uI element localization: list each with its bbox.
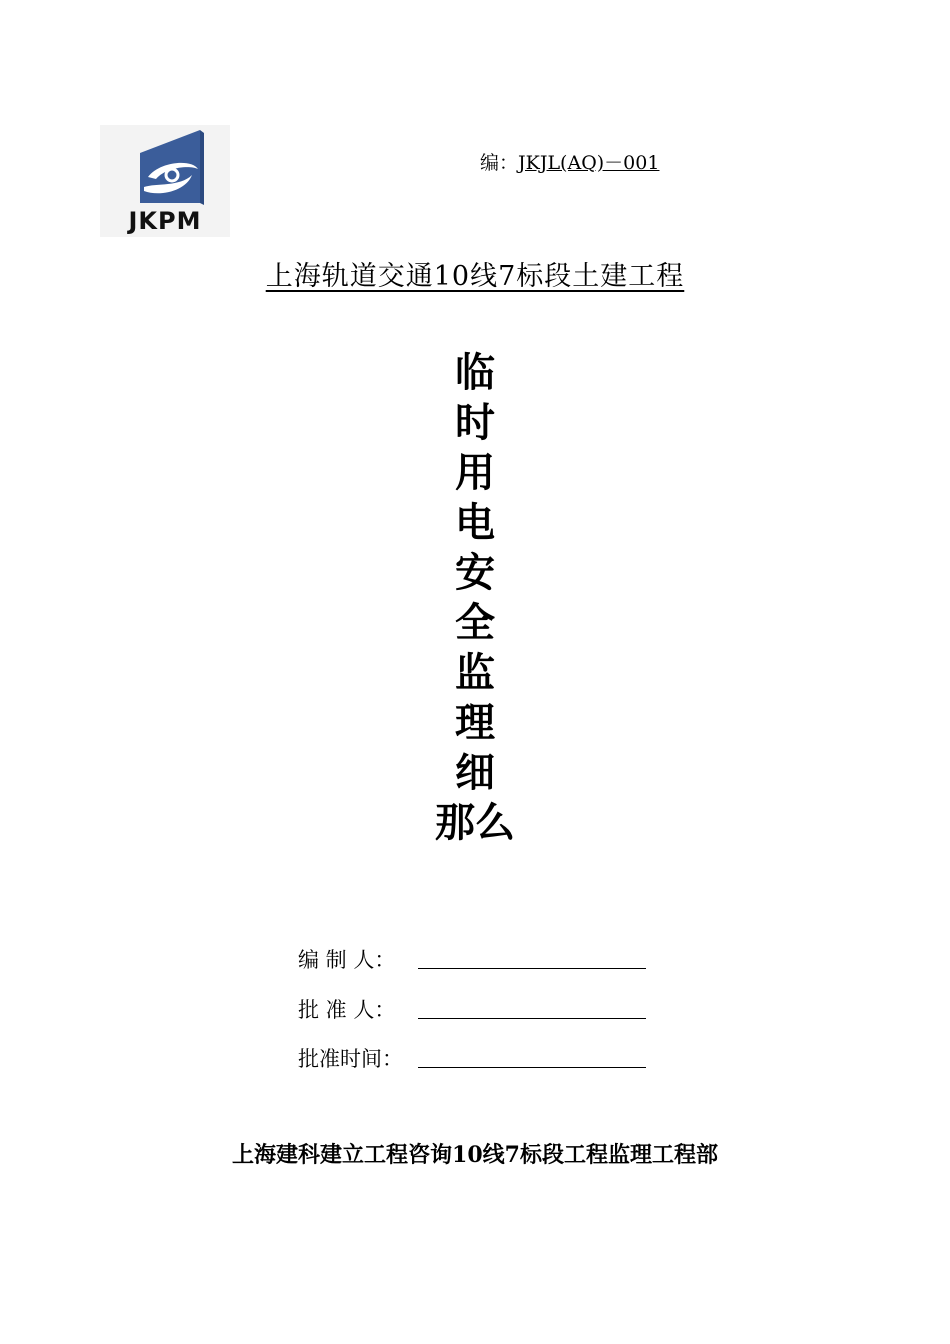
jkpm-building-logo-icon [100, 125, 230, 215]
main-title-char: 全 [455, 600, 495, 646]
signature-label: 批 准 人： [298, 998, 396, 1022]
document-code-value: JKJL(AQ)－001 [518, 152, 660, 174]
document-code-label: 编： [480, 152, 519, 174]
project-title [0, 254, 950, 293]
main-title-char: 临 [455, 350, 495, 396]
signature-label: 批准时间： [298, 1047, 403, 1071]
organization-name: 上海建科建立工程咨询10线7标段工程监理工程部 [232, 1142, 718, 1168]
logo-text: JKPM [128, 207, 202, 235]
project-title-text: 上海轨道交通10线7标段土建工程 [265, 261, 685, 292]
signature-row-editor [298, 944, 416, 974]
signature-label: 编 制 人： [298, 948, 396, 972]
main-title-char: 电 [455, 500, 495, 546]
main-title-char: 理 [455, 700, 495, 746]
company-logo [100, 125, 230, 237]
main-title-char: 用 [455, 450, 495, 496]
signature-blank-line [418, 1018, 646, 1019]
main-title-char: 安 [455, 550, 495, 596]
signature-row-approval-date [298, 1043, 416, 1073]
document-main-title [0, 348, 950, 848]
signature-blank-line [418, 968, 646, 969]
signature-blank-line [418, 1067, 646, 1068]
main-title-char: 那么 [435, 800, 515, 846]
main-title-char: 监 [455, 650, 495, 696]
document-code [480, 148, 659, 175]
main-title-char: 时 [455, 400, 495, 446]
main-title-char: 细 [455, 750, 495, 796]
signature-row-approver [298, 994, 416, 1024]
